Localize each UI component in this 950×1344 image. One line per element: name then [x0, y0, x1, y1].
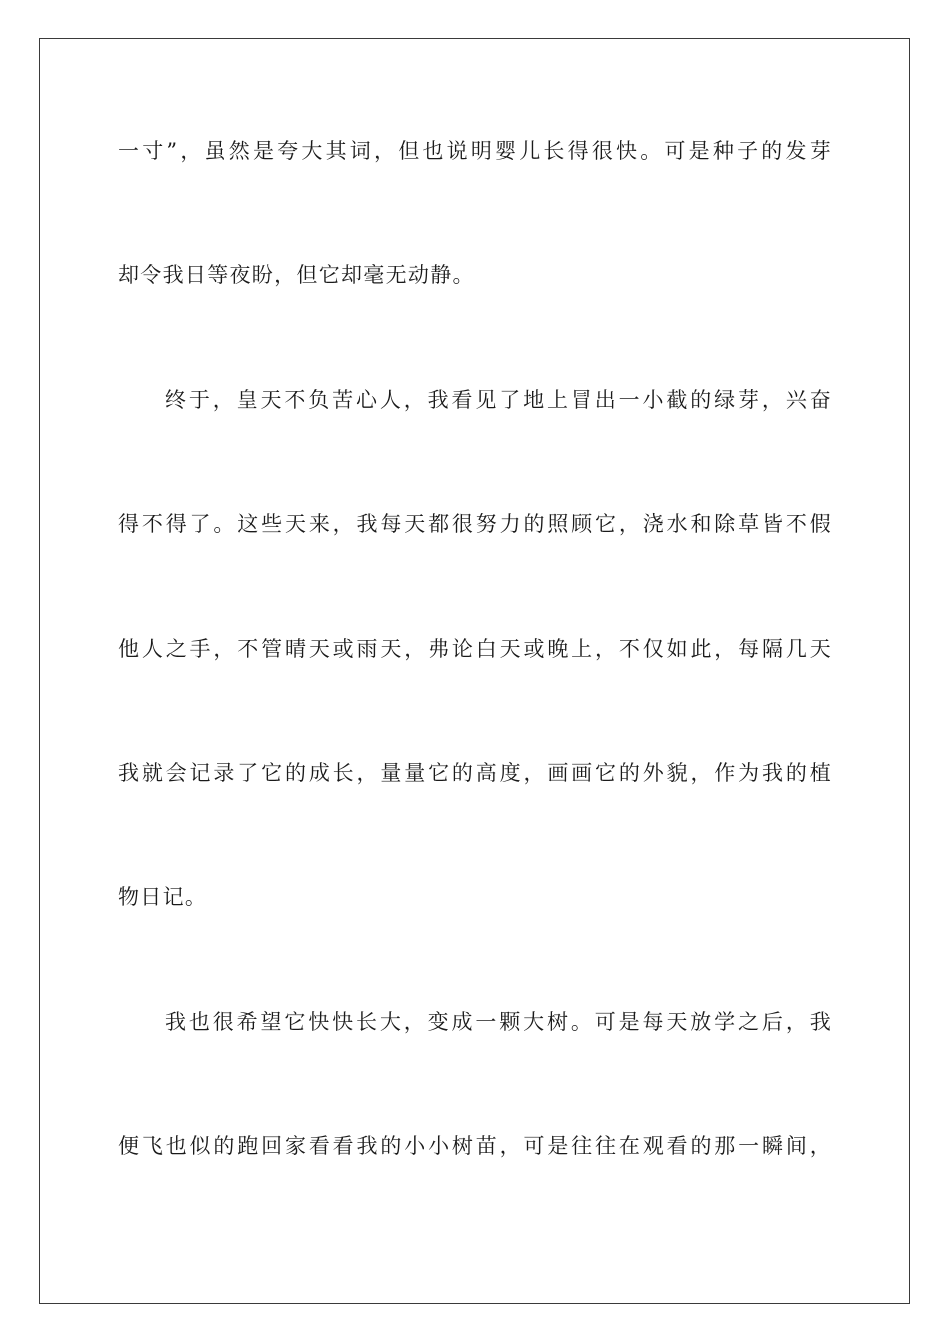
text-line-6: 我就会记录了它的成长，量量它的高度，画画它的外貌，作为我的植 [118, 761, 832, 785]
text-line-1: 一寸”，虽然是夸大其词，但也说明婴儿长得很快。可是种子的发芽 [118, 139, 832, 163]
text-line-3: 终于，皇天不负苦心人，我看见了地上冒出一小截的绿芽，兴奋 [165, 388, 832, 412]
text-line-7: 物日记。 [118, 885, 208, 909]
text-line-5: 他人之手，不管晴天或雨天，弗论白天或晚上，不仅如此，每隔几天 [118, 637, 832, 661]
text-line-4: 得不得了。这些天来，我每天都很努力的照顾它，浇水和除草皆不假 [118, 512, 832, 536]
page-border [39, 38, 910, 1304]
text-line-8: 我也很希望它快快长大，变成一颗大树。可是每天放学之后，我 [165, 1010, 832, 1034]
text-line-9: 便飞也似的跑回家看看我的小小树苗，可是往往在观看的那一瞬间， [118, 1134, 832, 1158]
text-line-2: 却令我日等夜盼，但它却毫无动静。 [118, 263, 475, 287]
